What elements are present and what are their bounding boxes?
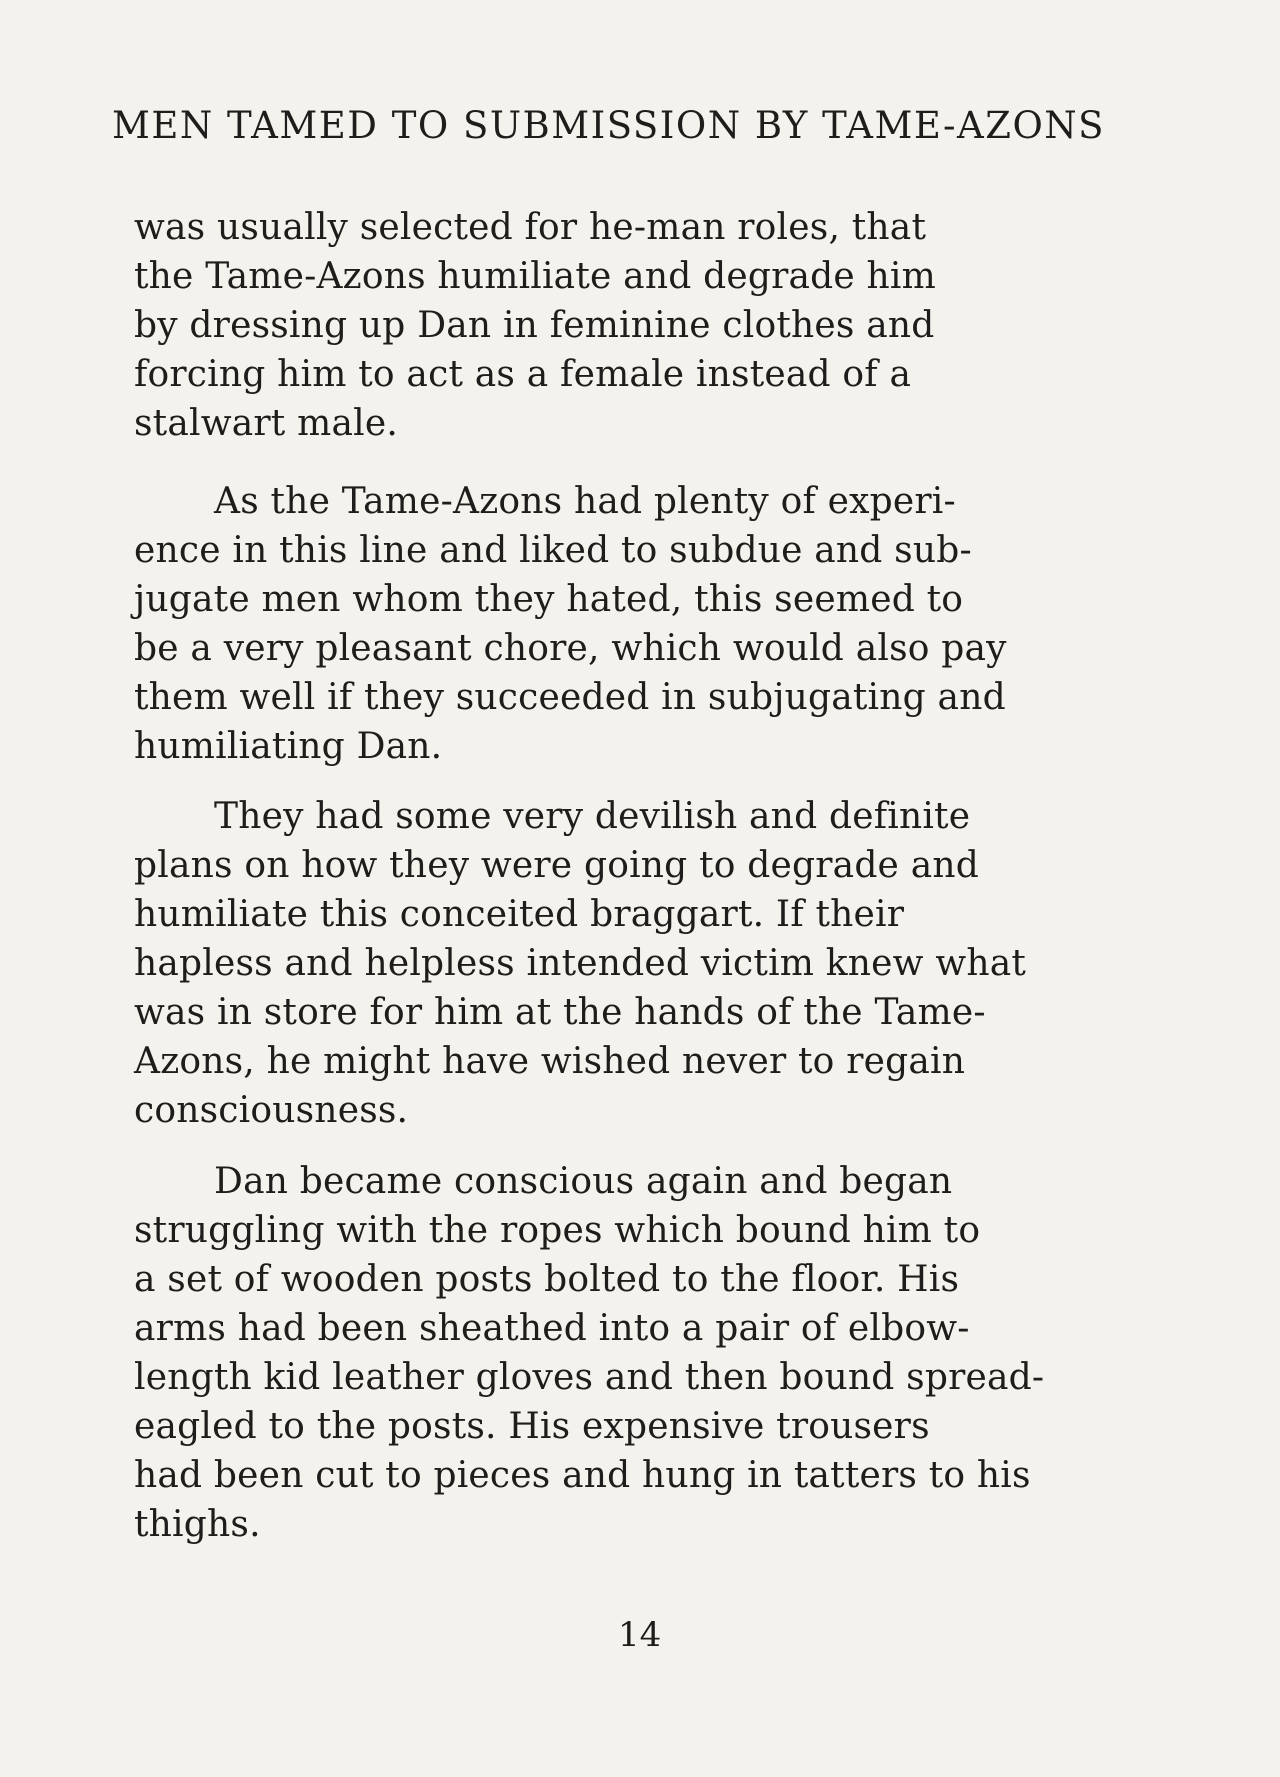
text-line: thighs. [134,1504,261,1545]
text-line: plans on how they were going to degrade and [134,845,980,886]
text-line: consciousness. [134,1090,409,1131]
text-line: humiliating Dan. [134,726,443,767]
text-line: arms had been sheathed into a pair of elbow- [134,1308,970,1349]
paragraph-first-line: Dan became conscious again and began [214,1161,953,1202]
text-line: humiliate this conceited braggart. If their [134,894,905,935]
text-line: had been cut to pieces and hung in tatters to his [134,1455,1031,1496]
text-line: was in store for him at the hands of the Tame- [134,992,986,1033]
page-number: 14 [618,1615,662,1655]
text-line: by dressing up Dan in feminine clothes and [134,305,935,346]
text-line: be a very pleasant chore, which would also pay [134,628,1007,669]
text-line: was usually selected for he-man roles, that [134,207,927,248]
text-line: stalwart male. [134,403,398,444]
text-line: ence in this line and liked to subdue and sub- [134,530,972,571]
text-line: length kid leather gloves and then bound spread- [134,1357,1045,1398]
text-line: a set of wooden posts bolted to the floor. His [134,1259,960,1300]
paragraph-first-line: As the Tame-Azons had plenty of experi- [214,481,956,522]
running-head: MEN TAMED TO SUBMISSION BY TAME-AZONS [112,104,1106,147]
text-line: struggling with the ropes which bound him to [134,1210,981,1251]
text-line: eagled to the posts. His expensive trousers [134,1406,930,1447]
text-line: forcing him to act as a female instead of a [134,354,912,395]
text-line: the Tame-Azons humiliate and degrade him [134,256,936,297]
text-line: Azons, he might have wished never to regain [134,1041,966,1082]
text-line: jugate men whom they hated, this seemed to [134,579,964,620]
text-line: hapless and helpless intended victim knew what [134,943,1027,984]
paragraph-first-line: They had some very devilish and definite [214,796,971,837]
text-line: them well if they succeeded in subjugating and [134,677,1006,718]
